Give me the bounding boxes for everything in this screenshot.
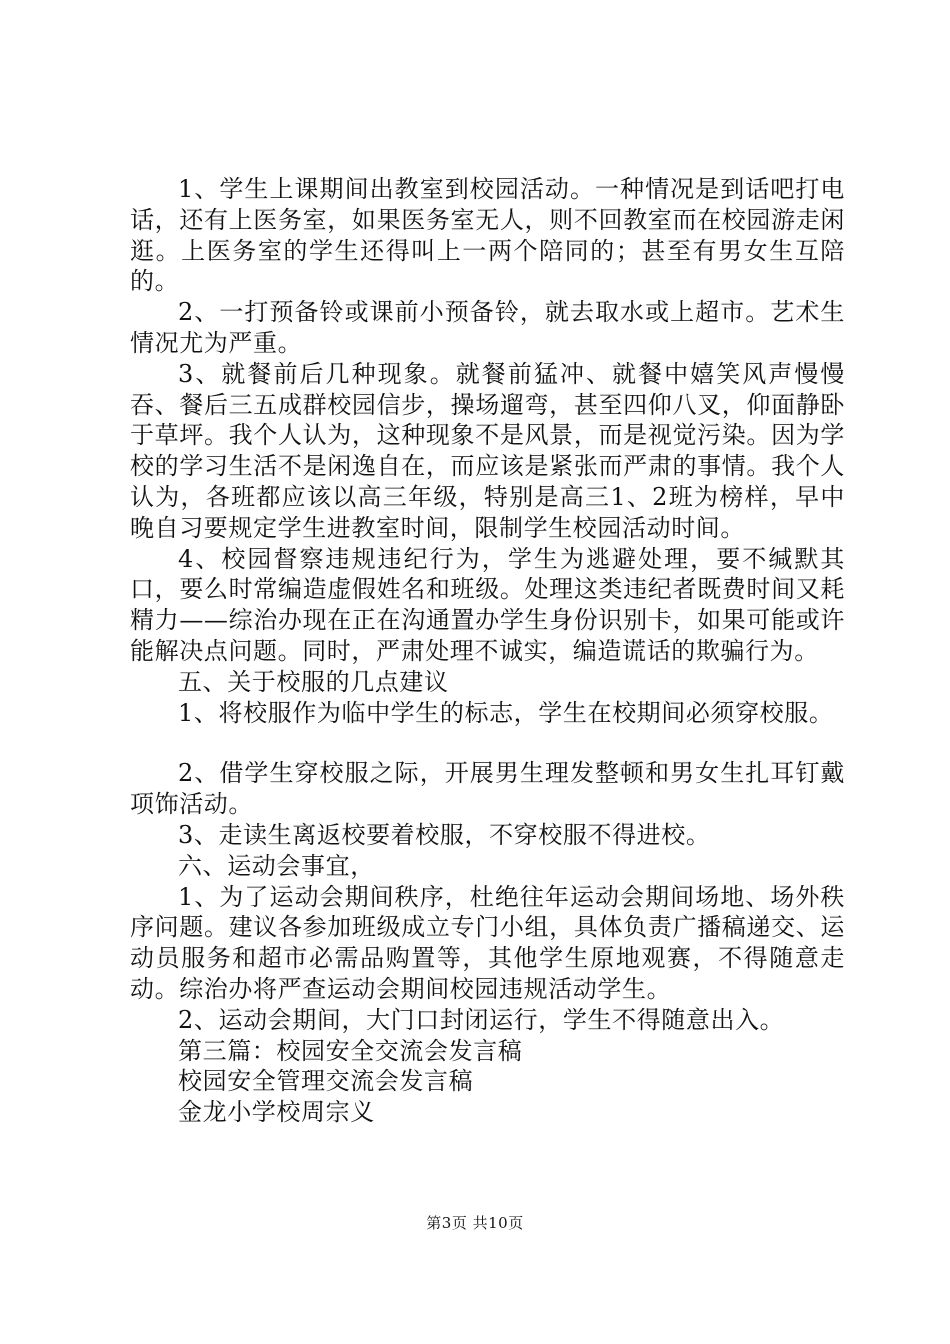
paragraph-item-1: 1、学生上课期间出教室到校园活动。一种情况是到话吧打电话，还有上医务室，如果医务室无人，则不回教室而在校园游走闲逛。上医务室的学生还得叫上一两个陪同的；甚至有男女生互陪的。 xyxy=(130,175,845,296)
section-heading-sports: 六、运动会事宜， xyxy=(178,851,375,880)
document-body xyxy=(130,174,845,1128)
paragraph-item-2: 2、一打预备铃或课前小预备铃，就去取水或上超市。艺术生情况尤为严重。 xyxy=(130,298,845,357)
paragraph-uniform-2: 2、借学生穿校服之际，开展男生理发整顿和男女生扎耳钉戴项饰活动。 xyxy=(130,759,845,819)
page-footer xyxy=(0,1213,950,1233)
paragraph-uniform-3: 3、走读生离返校要着校服，不穿校服不得进校。 xyxy=(178,820,711,849)
paragraph-sports-1: 1、为了运动会期间秩序，杜绝往年运动会期间场地、场外秩序问题。建议各参加班级成立专门小组，具体负责广播稿递交、运动员服务和超市必需品购置等，其他学生原地观赛，不得随意走动。综治办将严查运动会期间校园违规活动学生。 xyxy=(130,882,845,1003)
paragraph-sports-2: 2、运动会期间，大门口封闭运行，学生不得随意出入。 xyxy=(178,1005,785,1034)
paragraph-item-4: 4、校园督察违规违纪行为，学生为逃避处理，要不缄默其口，要么时常编造虚假姓名和班级。处理这类违纪者既费时间又耗精力——综治办现在正在沟通置办学生身份识别卡，如果可能或许能解决点问题。同时，严肃处理不诚实，编造谎话的欺骗行为。 xyxy=(130,544,845,665)
author-line: 金龙小学校周宗义 xyxy=(178,1098,375,1127)
section-heading-uniform: 五、关于校服的几点建议 xyxy=(178,667,449,696)
page-number: 第3页 共10页 xyxy=(426,1214,524,1232)
chapter-title: 第三篇：校园安全交流会发言稿 xyxy=(178,1036,523,1065)
speech-title: 校园安全管理交流会发言稿 xyxy=(178,1067,474,1096)
paragraph-uniform-1: 1、将校服作为临中学生的标志，学生在校期间必须穿校服。 xyxy=(178,698,834,727)
paragraph-item-3: 3、就餐前后几种现象。就餐前猛冲、就餐中嬉笑风声慢慢吞、餐后三五成群校园信步，操场遛弯，甚至四仰八叉，仰面静卧于草坪。我个人认为，这种现象不是风景，而是视觉污染。因为学校的学习生活不是闲逸自在，而应该是紧张而严肃的事情。我个人认为，各班都应该以高三年级，特别是高三1、2班为榜样，早中晚自习要规定学生进教室时间，限制学生校园活动时间。 xyxy=(130,359,845,542)
